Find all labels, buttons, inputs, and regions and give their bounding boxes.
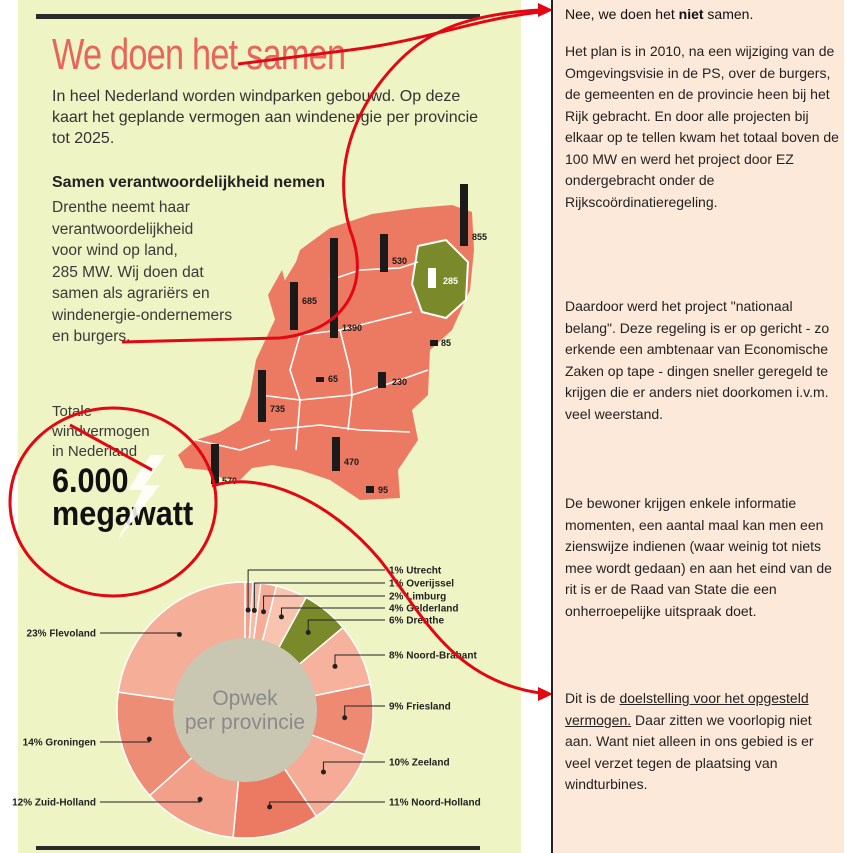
map-label: 855 [472, 232, 488, 242]
burgers-strike [122, 338, 280, 342]
map-label: 285 [443, 276, 459, 286]
map-bar [290, 282, 298, 330]
title-strike [238, 50, 350, 64]
slice-label: 14% Groningen [22, 737, 96, 749]
body-line: voor wind op land, [52, 242, 178, 259]
p4-text: Dit is de [565, 690, 620, 706]
totals-line: windvermogen [52, 423, 150, 440]
heading-emphasis: niet [678, 6, 704, 22]
totals-line: in Nederland [52, 443, 138, 460]
body-line: Drenthe neemt haar [52, 199, 190, 216]
intro-text: In heel Nederland worden windparken gebouwd. Op deze kaart het geplande vermogen aan windenergie per provincie tot 2025. [52, 88, 479, 147]
total-value: 6.000 [52, 462, 129, 500]
map-label: 530 [392, 256, 408, 266]
map-bar [430, 340, 438, 346]
slice-label: 12% Zuid-Holland [12, 797, 96, 809]
slice-label: 10% Zeeland [389, 757, 450, 769]
slice-label: 1% Overijssel [389, 578, 455, 590]
map-bar [316, 377, 324, 382]
slice-label: 2% Limburg [389, 591, 447, 603]
lightning-icon [118, 455, 165, 540]
slice-label: 8% Noord-Brabant [389, 650, 477, 662]
slice-label: 9% Friesland [389, 701, 451, 713]
map-bar [378, 372, 386, 388]
map-bar [366, 486, 374, 493]
slice-label: 4% Gelderland [389, 603, 459, 615]
heading-text: samen. [703, 6, 754, 22]
map-bar [380, 234, 388, 272]
goal-highlight: doelstelling voor het opgesteld vermogen. [565, 690, 809, 728]
donut-center-line1: Opwek [212, 687, 278, 710]
map-label: 570 [222, 476, 238, 486]
sidebar-paragraph-2: Daardoor werd het project "nationaal belang". Deze regeling is er op gericht - zo erkende een ambtenaar van Economische Zaken op tape - dingen sneller geregeld te krijgen die er anders niet doorkomen i.v.m. veel weerstand. [565, 298, 830, 422]
map-bar [332, 437, 340, 471]
total-unit: megawatt [52, 495, 194, 533]
body-line: samen als agrariërs en [52, 285, 210, 302]
heading-text: Nee, we doen het [565, 6, 679, 22]
map-label: 65 [328, 374, 339, 384]
map-label: 85 [441, 338, 452, 348]
total-strike [70, 425, 152, 470]
map-label: 230 [392, 377, 408, 387]
map-label: 95 [378, 485, 389, 495]
body-line: 285 MW. Wij doen dat [52, 263, 204, 281]
donut-center [173, 638, 317, 782]
p4-text: Daar zitten we voorlopig niet aan. Want niet alleen in ons gebied is er veel verzet tegen de plaatsing van windturbines. [565, 711, 814, 792]
slice-label: 11% Noord-Holland [389, 797, 481, 809]
donut-center-line2: per provincie [184, 711, 306, 734]
infographic-title: We doen het samen [52, 30, 346, 79]
map-bar [330, 238, 338, 338]
map-label: 685 [302, 296, 318, 306]
map-bar [460, 184, 468, 246]
sidebar-heading [565, 6, 753, 22]
sidebar-paragraph-3: De bewoner krijgen enkele informatie momenten, een aantal maal kan men een zienswijze indienen (waar weinig tot niets mee wordt gedaan) en aan het eind van de rit is er de Raad van State die een onherroepelijke uitspraak doet. [565, 495, 832, 619]
sidebar-paragraph-4 [565, 688, 841, 796]
map-label: 735 [270, 404, 286, 414]
map-label: 1390 [342, 323, 363, 333]
arrow-line-title [350, 12, 540, 50]
body-line: verantwoordelijkheid [52, 220, 194, 238]
map-label: 470 [344, 457, 360, 467]
netherlands-map [178, 205, 474, 500]
sidebar-paragraph-1: Het plan is in 2010, na een wijziging van de Omgevingsvisie in de PS, over de burgers, de gemeenten en de provincie heen bij het Rijk gebracht. En door alle projecten bij elkaar op te tellen kwam het totaal boven de 100 MW en werd het project door EZ ondergebracht onder de Rijkscoördinatieregeling. [565, 43, 839, 210]
total-circle [10, 408, 216, 596]
subheading: Samen verantwoordelijkheid nemen [52, 174, 325, 191]
slice-label: 1% Utrecht [389, 565, 442, 577]
map-bar [258, 370, 266, 422]
map-bar [428, 268, 436, 288]
body-line: windenergie-ondernemers [52, 306, 233, 324]
totals-line: Totale [52, 403, 93, 420]
body-line: en burgers. [52, 328, 131, 345]
slice-label: 6% Drenthe [389, 615, 445, 627]
slice-label: 23% Flevoland [26, 628, 96, 640]
